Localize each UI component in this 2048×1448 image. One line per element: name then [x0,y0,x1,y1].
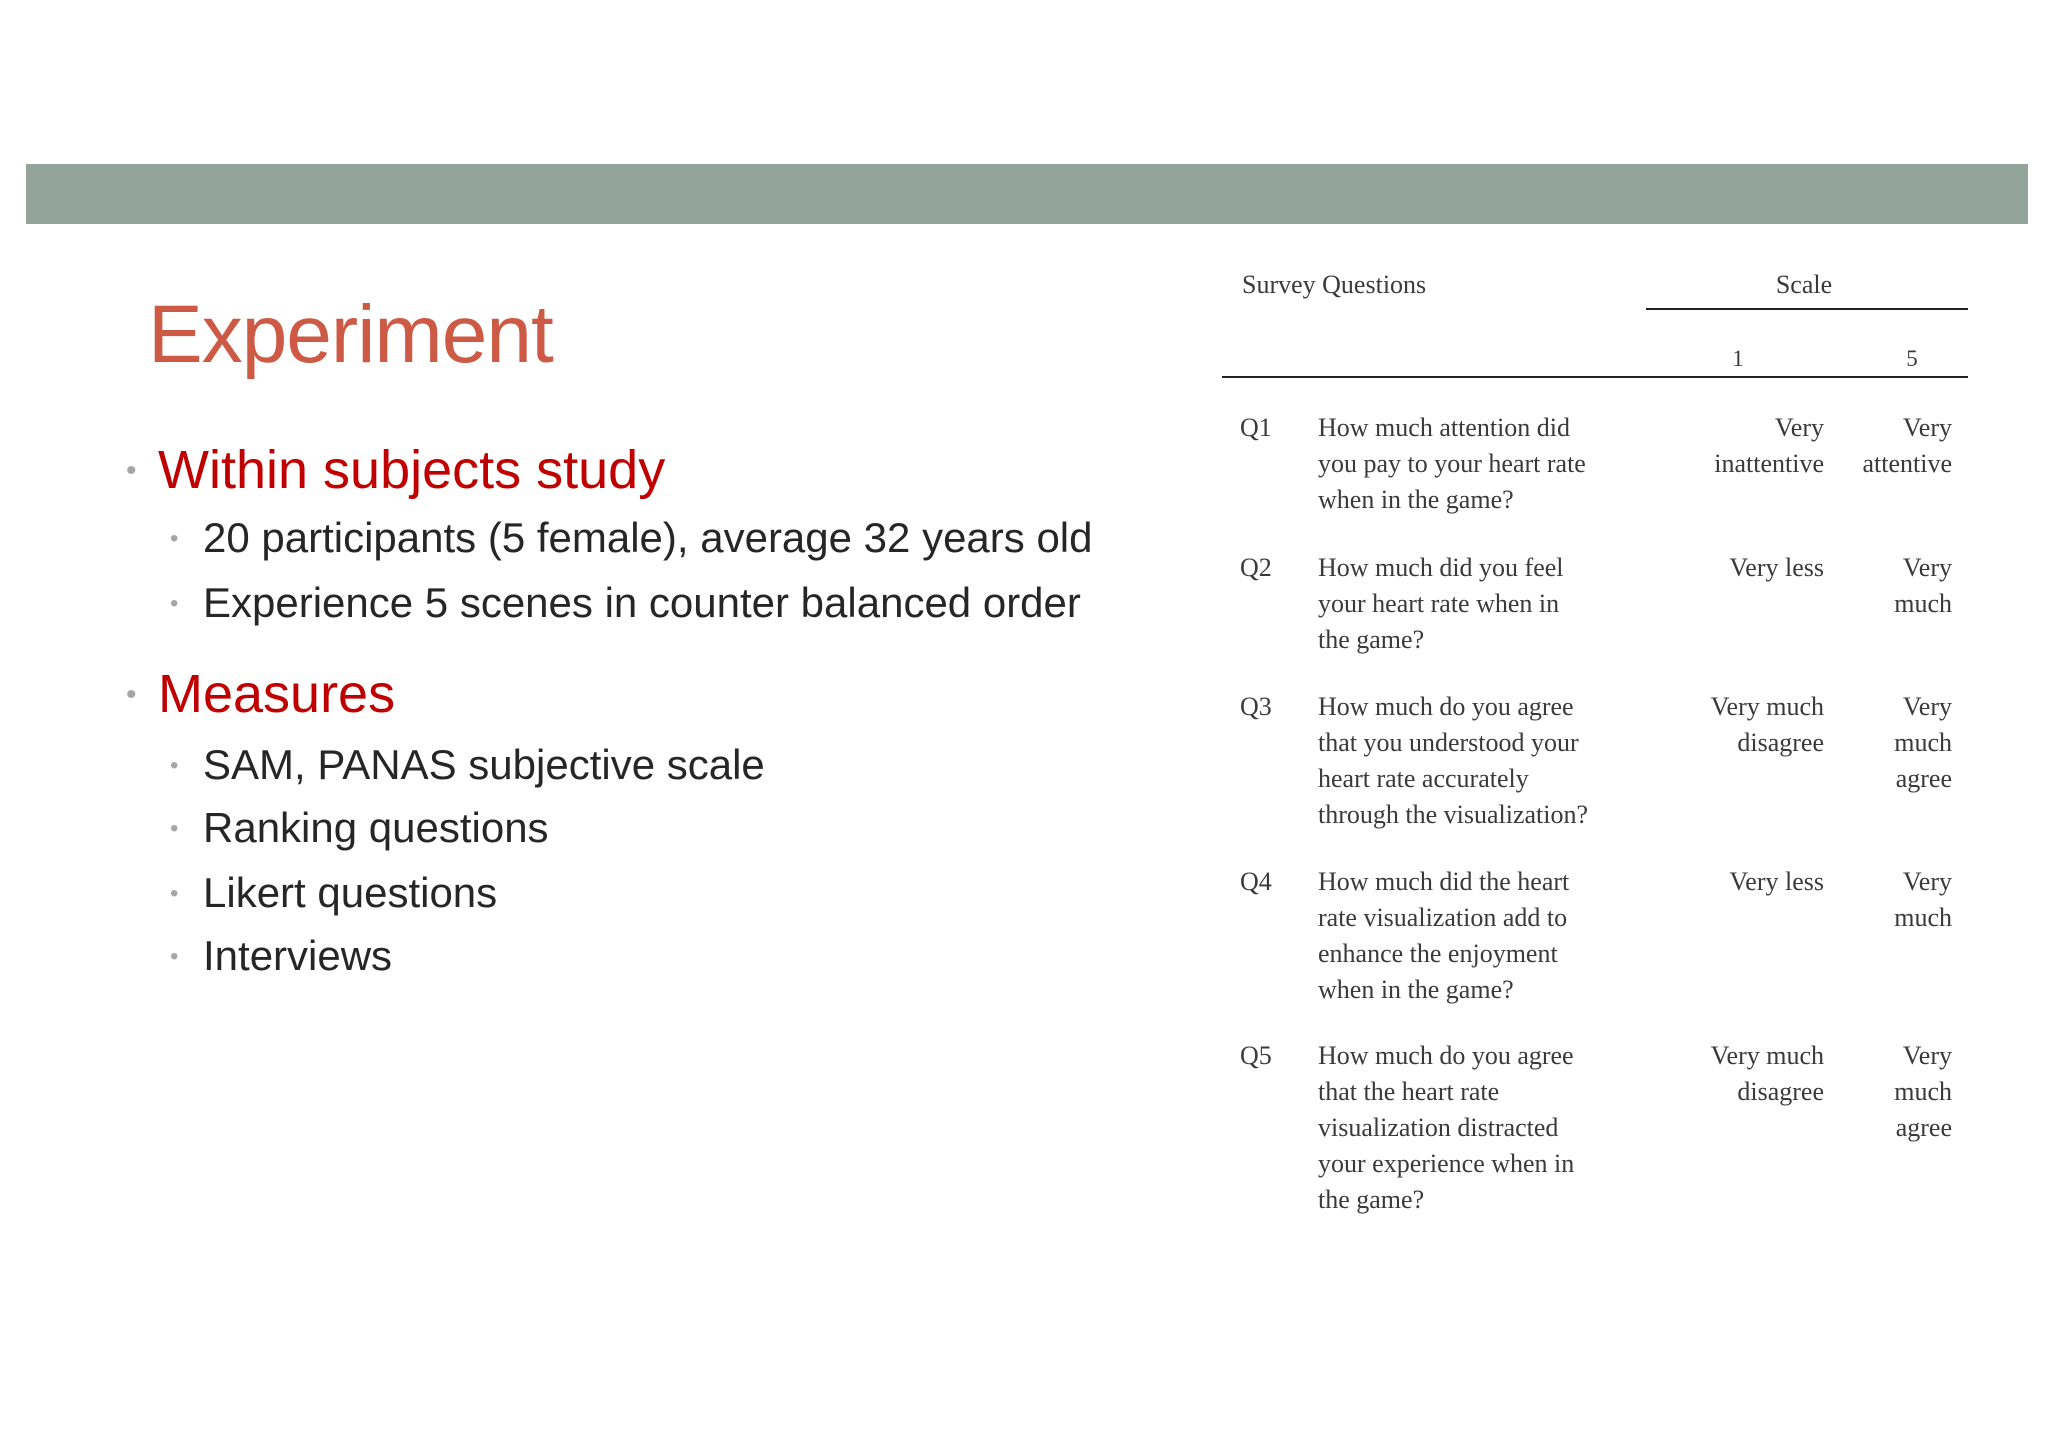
bullet-dot-icon: • [170,525,179,552]
question-text: How much attention did you pay to your heart rate when in the game? [1318,413,1586,514]
scale-low-anchor: Very much disagree [1710,1041,1824,1106]
scale-high-anchor: Very much agree [1894,1041,1952,1142]
sub-bullet-ranking [170,803,549,854]
scale-high-anchor: Very much agree [1894,692,1952,793]
scale-high-anchor: Very much [1894,867,1952,932]
sub-bullet-interviews [170,931,392,982]
survey-header-scale: Scale [1775,270,1833,299]
question-text: How much did the heart rate visualization add to enhance the enjoyment when in the game? [1318,867,1570,1004]
bullet-dot-icon: • [170,752,179,779]
sub-bullet-participants [170,513,1093,564]
question-id: Q5 [1240,1041,1272,1070]
header-rule [1222,376,1968,378]
scale-low-anchor: Very less [1729,553,1824,582]
bullet-text: Ranking questions [203,804,549,851]
question-id: Q2 [1240,553,1272,582]
sub-bullet-likert [170,868,497,919]
question-text: How much did you feel your heart rate when in the game? [1318,553,1564,654]
bullet-text: Interviews [203,932,393,979]
question-id: Q3 [1240,692,1272,721]
bullet-within-subjects [126,438,665,503]
scale-high-anchor: Very much [1894,553,1952,618]
bullet-text: Measures [158,664,396,724]
scale-low-label: 1 [1732,346,1744,371]
bullet-dot-icon: • [126,678,137,711]
scale-underline [1646,308,1968,310]
sub-bullet-scenes [170,578,1081,629]
bullet-dot-icon: • [170,880,179,907]
bullet-measures [126,662,395,727]
bullet-dot-icon: • [170,590,179,617]
slide-title: Experiment [148,289,553,380]
survey-table [1220,260,1980,1240]
survey-header-questions: Survey Questions [1242,270,1427,299]
bullet-text: Likert questions [203,869,498,916]
question-id: Q4 [1240,867,1272,896]
bullet-text: SAM, PANAS subjective scale [203,741,765,788]
question-text: How much do you agree that the heart rate visualization distracted your experience when in the game? [1318,1041,1575,1214]
scale-high-label: 5 [1906,346,1918,371]
sub-bullet-sam-panas [170,740,765,791]
bullet-text: Within subjects study [158,440,666,500]
scale-low-anchor: Very much disagree [1710,692,1824,757]
bullet-text: Experience 5 scenes in counter balanced order [203,579,1081,626]
bullet-text: 20 participants (5 female), average 32 years old [203,514,1093,561]
question-text: How much do you agree that you understood your heart rate accurately through the visualization? [1318,692,1589,829]
scale-low-anchor: Very less [1729,867,1824,896]
bullet-dot-icon: • [126,454,137,487]
bullet-dot-icon: • [170,815,179,842]
scale-high-anchor: Very attentive [1862,413,1952,478]
bullet-dot-icon: • [170,943,179,970]
scale-low-anchor: Very inattentive [1714,413,1824,478]
question-id: Q1 [1240,413,1272,442]
